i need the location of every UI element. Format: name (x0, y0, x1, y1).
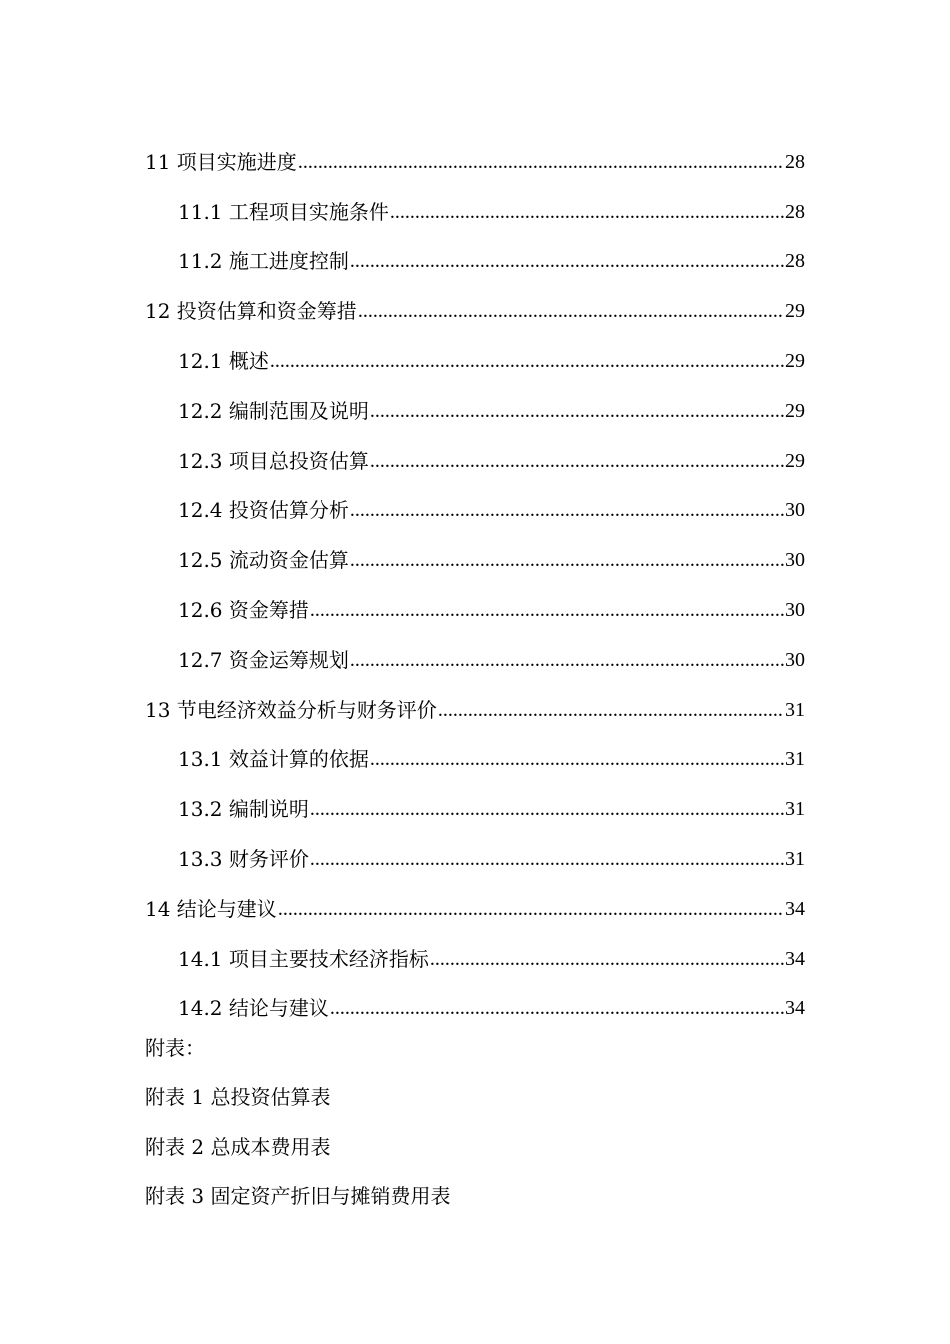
toc-page-number: 31 (785, 848, 805, 871)
toc-page-number: 30 (785, 499, 805, 522)
toc-entry-label: 13 节电经济效益分析与财务评价 (145, 697, 437, 722)
toc-page-number: 30 (785, 549, 805, 572)
toc-page-number: 28 (785, 250, 805, 273)
toc-entry-label: 13.3 财务评价 (178, 847, 309, 872)
toc-entry-13-1[interactable] (0, 735, 950, 785)
toc-entry-label: 12.1 概述 (178, 349, 269, 374)
toc-entry-13-3[interactable] (0, 834, 950, 884)
toc-entry-label: 11.1 工程项目实施条件 (178, 199, 389, 224)
toc-dot-leader (298, 148, 784, 176)
toc-page-number: 31 (785, 798, 805, 821)
appendix-item: 附表 2 总成本费用表 (145, 1135, 331, 1159)
toc-page-number: 31 (785, 698, 805, 721)
toc-page-number: 29 (785, 350, 805, 373)
toc-page-number: 28 (785, 150, 805, 173)
toc-dot-leader (330, 994, 784, 1022)
toc-page-number: 31 (785, 748, 805, 771)
toc-entry-13[interactable] (0, 685, 950, 735)
toc-dot-leader (310, 596, 784, 624)
toc-entry-label: 13.1 效益计算的依据 (178, 747, 369, 772)
toc-entry-11-2[interactable] (0, 237, 950, 287)
toc-page-number: 34 (785, 997, 805, 1020)
toc-page-number: 29 (785, 399, 805, 422)
appendix-heading: 附表： (145, 1036, 205, 1060)
toc-dot-leader (370, 745, 784, 773)
toc-entry-12-2[interactable] (0, 386, 950, 436)
toc-entry-12[interactable] (0, 286, 950, 336)
toc-entry-label: 11.2 施工进度控制 (178, 249, 349, 274)
toc-entry-12-7[interactable] (0, 635, 950, 685)
toc-entry-14-1[interactable] (0, 934, 950, 984)
toc-dot-leader (350, 546, 784, 574)
toc-entry-11[interactable] (0, 137, 950, 187)
toc-dot-leader (430, 945, 784, 973)
toc-page-number: 34 (785, 897, 805, 920)
toc-entry-12-4[interactable] (0, 486, 950, 536)
toc-entry-label: 12.6 资金筹措 (178, 598, 309, 623)
appendix-item: 附表 3 固定资产折旧与摊销费用表 (145, 1184, 451, 1208)
toc-dot-leader (350, 247, 784, 275)
toc-entry-label: 12.3 项目总投资估算 (178, 448, 369, 473)
toc-page-number: 30 (785, 599, 805, 622)
toc-dot-leader (358, 297, 784, 325)
toc-dot-leader (350, 646, 784, 674)
toc-entry-14[interactable] (0, 884, 950, 934)
toc-entry-14-2[interactable] (0, 984, 950, 1034)
toc-dot-leader (438, 696, 784, 724)
appendix-item: 附表 1 总投资估算表 (145, 1085, 331, 1109)
toc-dot-leader (310, 795, 784, 823)
toc-dot-leader (370, 447, 784, 475)
toc-dot-leader (370, 397, 784, 425)
toc-dot-leader (270, 347, 784, 375)
toc-entry-12-3[interactable] (0, 436, 950, 486)
toc-page-number: 29 (785, 300, 805, 323)
toc-entry-label: 14 结论与建议 (145, 896, 277, 921)
toc-page-number: 30 (785, 648, 805, 671)
table-of-contents (0, 137, 950, 1033)
toc-entry-label: 12.4 投资估算分析 (178, 498, 349, 523)
toc-entry-label: 11 项目实施进度 (145, 149, 297, 174)
toc-entry-12-5[interactable] (0, 535, 950, 585)
toc-entry-13-2[interactable] (0, 784, 950, 834)
toc-dot-leader (310, 845, 784, 873)
toc-entry-12-6[interactable] (0, 585, 950, 635)
toc-page-number: 29 (785, 449, 805, 472)
toc-page-number: 34 (785, 947, 805, 970)
toc-entry-label: 14.2 结论与建议 (178, 996, 329, 1021)
toc-dot-leader (350, 496, 784, 524)
toc-entry-label: 14.1 项目主要技术经济指标 (178, 946, 429, 971)
toc-entry-11-1[interactable] (0, 187, 950, 237)
toc-entry-label: 12.2 编制范围及说明 (178, 398, 369, 423)
toc-dot-leader (390, 198, 784, 226)
toc-entry-12-1[interactable] (0, 336, 950, 386)
toc-dot-leader (278, 895, 784, 923)
toc-page-number: 28 (785, 200, 805, 223)
toc-entry-label: 12 投资估算和资金筹措 (145, 299, 357, 324)
toc-entry-label: 12.7 资金运筹规划 (178, 647, 349, 672)
toc-entry-label: 13.2 编制说明 (178, 797, 309, 822)
toc-entry-label: 12.5 流动资金估算 (178, 548, 349, 573)
